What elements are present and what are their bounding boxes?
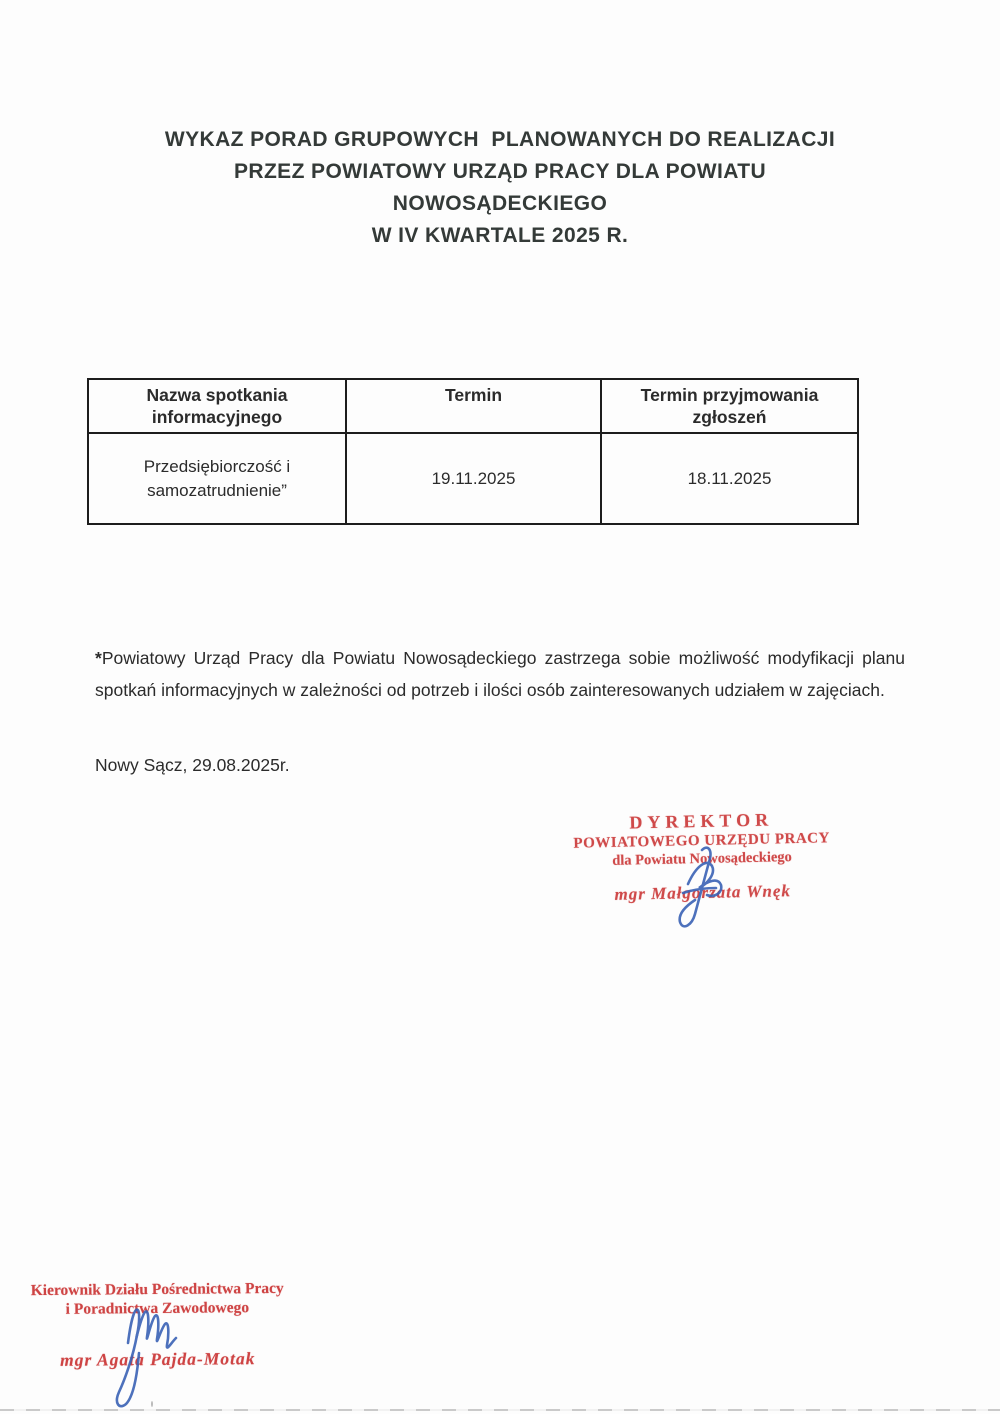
place-date-line: Nowy Sącz, 29.08.2025r.: [95, 755, 290, 775]
table-cell-termin: 19.11.2025: [346, 433, 601, 524]
stamp-line-director-title: DYREKTOR: [629, 809, 774, 833]
document-title: [0, 124, 1000, 252]
table-cell-meeting-name: Przedsiębiorczość i samozatrudnienie”: [88, 433, 346, 524]
stamp-manager-name: mgr Agata Pajda-Motak: [60, 1348, 256, 1370]
director-stamp: [551, 808, 853, 906]
scan-speck: [151, 1401, 153, 1407]
manager-stamp: [30, 1279, 286, 1371]
document-title-line: PRZEZ POWIATOWY URZĄD PRACY DLA POWIATU: [233, 160, 767, 183]
stamp-line-director-org: POWIATOWEGO URZĘDU PRACY: [573, 830, 831, 852]
table-header-row: [88, 379, 858, 433]
footnote-asterisk: *: [95, 648, 102, 668]
table-header-cell-zgloszenia: Termin przyjmowania zgłoszeń: [601, 379, 858, 433]
stamp-line-manager-title1: Kierownik Działu Pośrednictwa Pracy: [30, 1279, 284, 1300]
stamp-director-name: mgr Małgorzata Wnęk: [614, 881, 792, 904]
table-header-cell-name: Nazwa spotkania informacyjnego: [88, 379, 346, 433]
stamp-line-director-region: dla Powiatu Nowosądeckiego: [612, 849, 793, 869]
document-title-line: W IV KWARTALE 2025 R.: [371, 224, 629, 247]
footnote-text: Powiatowy Urząd Pracy dla Powiatu Nowosądeckiego zastrzega sobie możliwość modyfikacji planu spotkań informacyjnych w zależności od potrzeb i ilości osób zainteresowanych udziałem w zajęciach.: [95, 648, 905, 700]
document-title-line: WYKAZ PORAD GRUPOWYCH PLANOWANYCH DO REALIZACJI: [164, 128, 836, 151]
footnote: [95, 643, 905, 706]
table-row: [88, 433, 858, 524]
table-header-cell-termin: Termin: [346, 379, 601, 433]
stamp-line-manager-title2: i Poradnictwa Zawodowego: [65, 1299, 250, 1318]
table-cell-zgloszenia: 18.11.2025: [601, 433, 858, 524]
scan-artifact-line: [0, 1409, 1000, 1411]
schedule-table: [87, 378, 859, 525]
document-title-line: NOWOSĄDECKIEGO: [392, 192, 608, 215]
